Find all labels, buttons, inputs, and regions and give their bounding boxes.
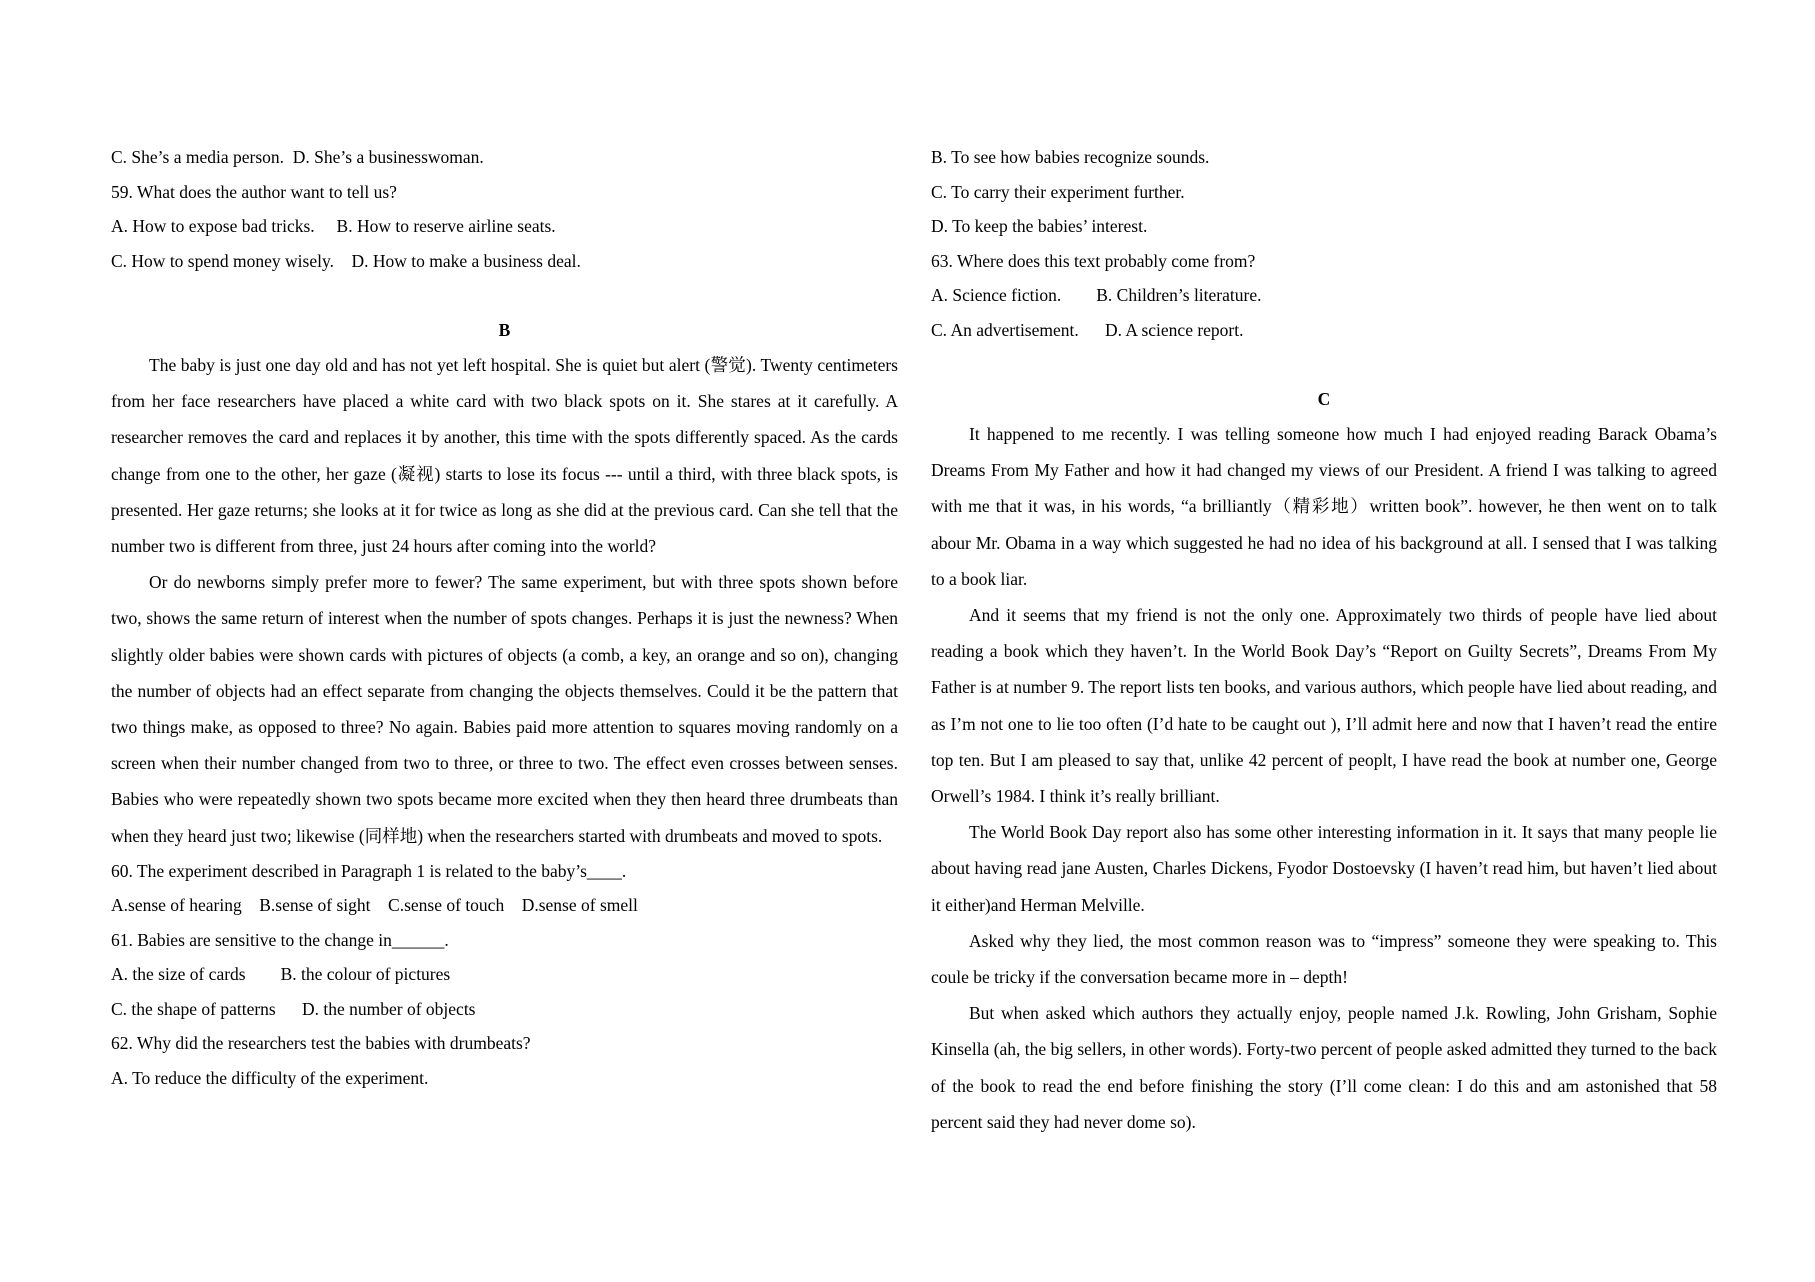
q63-options-ab: A. Science fiction. B. Children’s literature. bbox=[931, 285, 1262, 305]
spacer bbox=[931, 347, 1717, 382]
passage-c-paragraph-1: It happened to me recently. I was telling someone how much I had enjoyed reading Barack Obama’s Dreams From My Father and how it had changed my views of our President. A friend I was talking to agreed with me that it was, in his words, “a brilliantly（精彩地）written book”. however, he then went on to talk abour Mr. Obama in a way which suggested he had no idea of his background at all. I sensed that I was talking to a book liar. bbox=[931, 424, 1717, 589]
q61-options-ab: A. the size of cards B. the colour of pictures bbox=[111, 964, 451, 985]
section-heading-b: B bbox=[498, 319, 511, 340]
q63-stem: 63. Where does this text probably come from? bbox=[931, 250, 1256, 271]
q62-option-b: B. To see how babies recognize sounds. bbox=[931, 147, 1210, 167]
q63-options-cd: C. An advertisement. D. A science report. bbox=[931, 319, 1244, 340]
q62-option-a: A. To reduce the difficulty of the experiment. bbox=[111, 1067, 429, 1088]
left-column bbox=[111, 140, 898, 1095]
passage-b-paragraph-1: The baby is just one day old and has not yet left hospital. She is quiet but alert (警觉). Twenty centimeters from her face researchers have placed a white card with two black spots on it. She stares at it carefully. A researcher removes the card and replaces it by another, this time with the spots differently spaced. As the cards change from one to the other, her gaze (凝视) starts to lose its focus --- until a third, with three black spots, is presented. Her gaze returns; she looks at it for twice as long as she did at the previous card. Can she tell that the number two is different from three, just 24 hours after coming into the world? bbox=[111, 355, 898, 557]
section-heading-c: C bbox=[1317, 388, 1331, 409]
q59-options-cd: C. How to spend money wisely. D. How to make a business deal. bbox=[111, 250, 581, 271]
q62-stem: 62. Why did the researchers test the babies with drumbeats? bbox=[111, 1033, 531, 1054]
q62-option-c: C. To carry their experiment further. bbox=[931, 181, 1185, 202]
q59-stem: 59. What does the author want to tell us? bbox=[111, 181, 397, 202]
passage-c-paragraph-2: And it seems that my friend is not the only one. Approximately two thirds of people have lied about reading a book which they haven’t. In the World Book Day’s “Report on Guilty Secrets”, Dreams From My Father is at number 9. The report lists ten books, and various authors, which people have lied about reading, and as I’m not one to lie too often (I’d hate to be caught out ), I’ll admit here and now that I haven’t read the entire top ten. But I am pleased to say that, unlike 42 percent of peoplt, I have read the book at number one, George Orwell’s 1984. I think it’s really brilliant. bbox=[931, 605, 1717, 807]
q61-options-cd: C. the shape of patterns D. the number of objects bbox=[111, 998, 476, 1019]
passage-c-paragraph-5: But when asked which authors they actually enjoy, people named J.k. Rowling, John Grisham, Sophie Kinsella (ah, the big sellers, in other words). Forty-two percent of people asked admitted they turned to the back of the book to read the end before finishing the story (I’ll come clean: I do this and am astonished that 58 percent said they had never dome so). bbox=[931, 1003, 1717, 1132]
passage-c-paragraph-4: Asked why they lied, the most common reason was to “impress” someone they were speaking to. This coule be tricky if the conversation became more in – depth! bbox=[931, 930, 1717, 988]
q58-options-cd: C. She’s a media person. D. She’s a businesswoman. bbox=[111, 147, 484, 167]
q60-stem: 60. The experiment described in Paragraph 1 is related to the baby’s____. bbox=[111, 860, 627, 881]
right-column bbox=[931, 140, 1717, 1140]
q59-options-ab: A. How to expose bad tricks. B. How to reserve airline seats. bbox=[111, 216, 556, 236]
q62-option-d: D. To keep the babies’ interest. bbox=[931, 216, 1148, 236]
q60-options: A.sense of hearing B.sense of sight C.sense of touch D.sense of smell bbox=[111, 895, 638, 916]
q61-stem: 61. Babies are sensitive to the change in______. bbox=[111, 929, 449, 950]
spacer bbox=[111, 278, 898, 313]
passage-c-paragraph-3: The World Book Day report also has some other interesting information in it. It says that many people lie about having read jane Austen, Charles Dickens, Fyodor Dostoevsky (I haven’t read him, but haven’t lied about it either)and Herman Melville. bbox=[931, 822, 1717, 915]
passage-b-paragraph-2: Or do newborns simply prefer more to fewer? The same experiment, but with three spots shown before two, shows the same return of interest when the number of spots changes. Perhaps it is just the newness? When slightly older babies were shown cards with pictures of objects (a comb, a key, an orange and so on), changing the number of objects had an effect separate from changing the objects themselves. Could it be the pattern that two things make, as opposed to three? No again. Babies paid more attention to squares moving randomly on a screen when their number changed from two to three, or three to two. The effect even crosses between senses. Babies who were repeatedly shown two spots became more excited when they then heard three drumbeats than when they heard just two; likewise (同样地) when the researchers started with drumbeats and moved to spots. bbox=[111, 572, 898, 846]
